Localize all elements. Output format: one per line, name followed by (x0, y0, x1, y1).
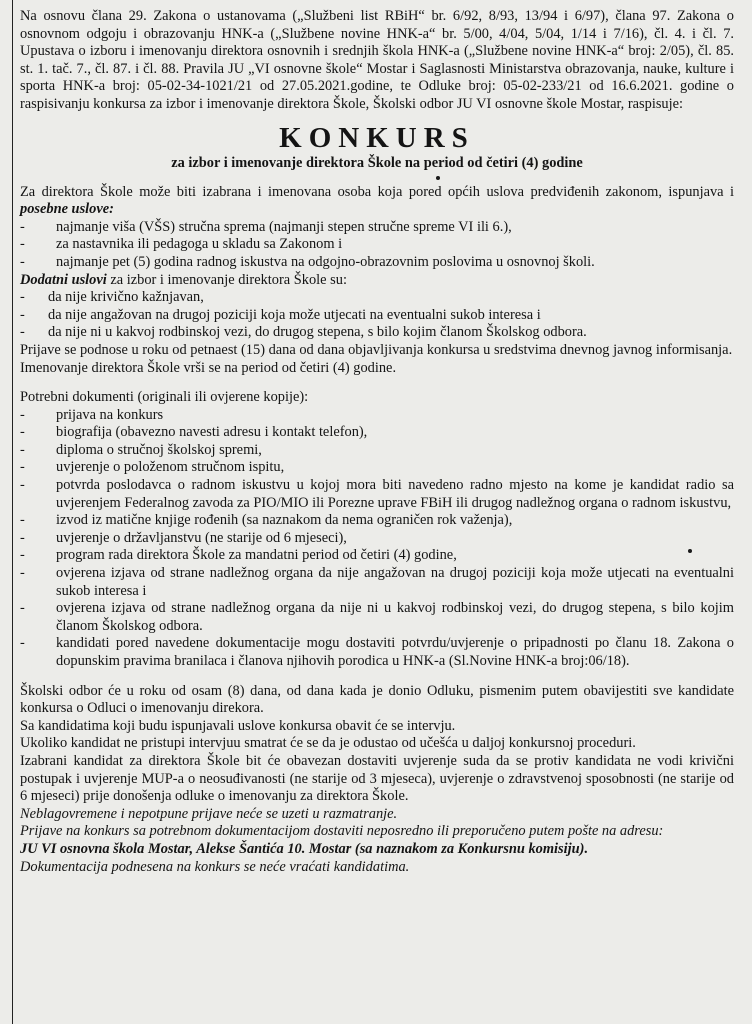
list-item: - uvjerenje o državljanstvu (ne starije od 6 mjeseci), (20, 530, 734, 548)
document-title: KONKURS (279, 121, 475, 154)
list-item: - ovjerena izjava od strane nadležnog organa da nije ni u kakvoj rodbinskoj vezi, do drugog stepena, s bilo kojim članom Školskog odbora. (20, 600, 734, 635)
additional-conditions-list (20, 289, 734, 342)
list-item: - izvod iz matične knjige rođenih (sa naznakom da nema ograničen rok važenja), (20, 512, 734, 530)
document-subtitle: za izbor i imenovanje direktora Škole na period od četiri (4) godine (171, 154, 583, 171)
board-notice-paragraph: Školski odbor će u roku od osam (8) dana, od dana kada je donio Odluku, pismenim putem obavijestiti sve kandidate konkursa o Odluci o imenovanju direkora. (20, 682, 734, 717)
list-item: - da nije angažovan na drugoj poziciji koja može utjecati na eventualni sukob interesa i (20, 307, 734, 325)
list-item: - program rada direktora Škole za mandatni period od četiri (4) godine, (20, 547, 734, 565)
list-item: - biografija (obavezno navesti adresu i kontakt telefon), (20, 424, 734, 442)
submission-paragraph: Prijave na konkurs sa potrebnom dokumentacijom dostaviti neposredno ili preporučeno putem pošte na adresu: (20, 823, 664, 840)
list-item: - ovjerena izjava od strane nadležnog organa da nije angažovan na drugoj poziciji koja može utjecati na eventualni sukob interesa i (20, 565, 734, 600)
list-item: - da nije krivično kažnjavan, (20, 289, 734, 307)
list-item: - diploma o stručnoj školskoj spremi, (20, 442, 734, 460)
list-item: - kandidati pored navedene dokumentacije mogu dostaviti potvrdu/uvjerenje o pripadnosti po članu 18. Zakona o dopunskim pravima branilaca i članova njihovih porodica u HNK-a (Sl.Novine HNK-a broj:06/18). (20, 635, 734, 670)
left-border-line (12, 0, 13, 1024)
list-item: - najmanje viša (VŠS) stručna sprema (najmanji stepen stručne spreme VI ili 6.), (20, 219, 734, 237)
speck-mark (688, 549, 692, 553)
additional-conditions-label: Dodatni uslovi (20, 271, 107, 288)
untimely-applications-paragraph: Neblagovremene i nepotpune prijave neće se uzeti u razmatranje. (20, 805, 398, 822)
spacer (20, 671, 734, 683)
intro-paragraph: Na osnovu člana 29. Zakona o ustanovama („Službeni list RBiH“ br. 6/92, 8/93, 13/94 i 6/97), člana 97. Zakona o osnovnom odgoju i obrazovanju HNK-a („Službene novine HNK-a“ br. 5/00, 4/04, 5/04, 1/14 i 7/16), čl. 4. i čl. 7. Upustava o izboru i imenovanju direktora osnovnih i srednjih škola HNK-a („Službene novine HNK-a“ broj: 2/05), čl. 85. st. 1. tač. 7., čl. 87. i čl. 88. Pravila JU „VI osnovne škole“ Mostar i Saglasnosti Ministarstva obrazovanja, nauke, kulture i sporta HNK-a broj: 05-02-34-1021/21 od 27.05.2021.godine, te Odluke broj: 05-02-233/21 od 16.6.2021. godine o raspisivanju konkursa za izbor i imenovanje direktora Škole, Školski odbor JU VI osnovne škole Mostar, raspisuje: (20, 8, 734, 112)
school-address: JU VI osnovna škola Mostar, Alekse Šantića 10. Mostar (sa naznakom za Konkursnu komisiju). (20, 840, 589, 857)
list-item: - potvrda poslodavca o radnom iskustvu u kojoj mora biti navedeno radno mjesto na kome je kandidat radio sa uvjerenjem Federalnog zavoda za PIO/MIO ili Porezne uprave FBiH ili drugog nadležnog organa o radnom iskustvu, (20, 477, 734, 512)
term-paragraph: Imenovanje direktora Škole vrši se na period od četiri (4) godine. (20, 359, 397, 376)
general-conditions-intro: Za direktora Škole može biti izabrana i imenovana osoba koja pored općih uslova predviđenih zakonom, ispunjava i (20, 183, 734, 200)
documents-return-paragraph: Dokumentacija podnesena na konkurs se neće vraćati kandidatima. (20, 858, 410, 875)
list-item: - za nastavnika ili pedagoga u skladu sa Zakonom i (20, 236, 734, 254)
list-item: - uvjerenje o položenom stručnom ispitu, (20, 459, 734, 477)
list-item: - najmanje pet (5) godina radnog iskustva na odgojno-obrazovnim poslovima u osnovnoj školi. (20, 254, 734, 272)
special-conditions-label: posebne uslove: (20, 201, 114, 218)
no-show-paragraph: Ukoliko kandidat ne pristupi intervjuu smatrat će se da je odustao od učešća u daljoj konkursnoj proceduri. (20, 735, 636, 752)
spacer (20, 377, 734, 389)
interview-paragraph: Sa kandidatima koji budu ispunjavali uslove konkursa obavit će se intervju. (20, 717, 456, 734)
speck-mark (436, 176, 440, 180)
list-item: - prijava na konkurs (20, 407, 734, 425)
selected-candidate-paragraph: Izabrani kandidat za direktora Škole bit će obavezan dostaviti uvjerenje suda da se protiv kandidata ne vodi krivični postupak i uvjerenje MUP-a o neosuđivanosti (ne starije od 3 mjeseca), uvjerenje o zdravstvenoj sposobnosti (ne starije od 6 mjeseci) prije donošenja odluke o imenovanju za direktora Škole. (20, 752, 734, 805)
additional-conditions-intro: za izbor i imenovanje direktora Škole su: (106, 271, 347, 288)
documents-list (20, 407, 734, 671)
deadline-paragraph: Prijave se podnose u roku od petnaest (15) dana od dana objavljivanja konkursa u sredstvima dnevnog javnog informisanja. (20, 341, 733, 358)
special-conditions-list (20, 219, 734, 272)
documents-heading: Potrebni dokumenti (originali ili ovjerene kopije): (20, 389, 309, 406)
list-item: - da nije ni u kakvoj rodbinskoj vezi, do drugog stepena, s bilo kojim članom Školskog odbora. (20, 324, 734, 342)
additional-conditions-text (20, 272, 734, 290)
general-conditions-text (20, 184, 734, 219)
